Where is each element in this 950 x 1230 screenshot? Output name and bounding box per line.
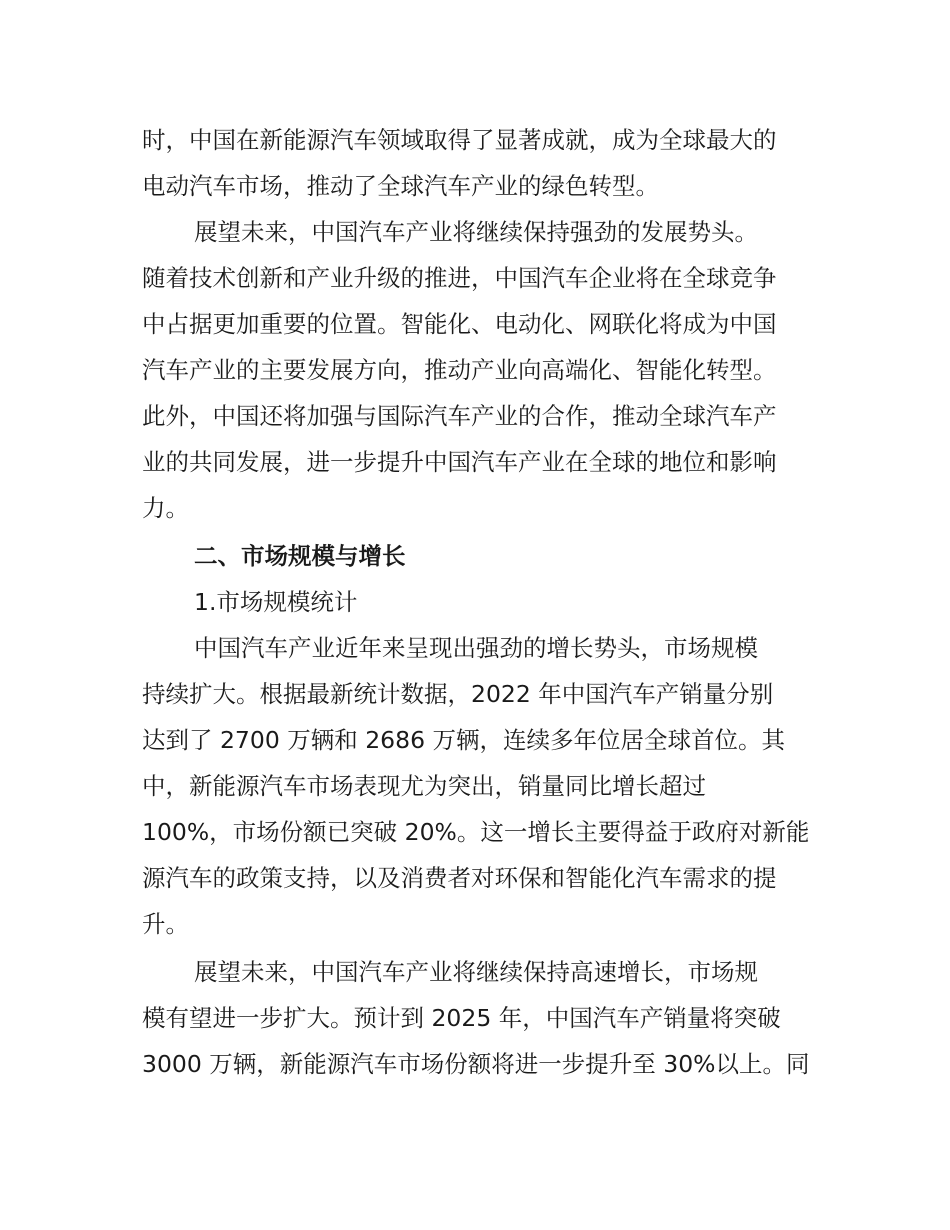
paragraph-line: 此外，中国还将加强与国际汽车产业的合作，推动全球汽车产	[142, 402, 777, 430]
section-heading: 二、市场规模与增长	[194, 542, 406, 570]
paragraph-line: 中，新能源汽车市场表现尤为突出，销量同比增长超过	[142, 772, 706, 800]
paragraph-line: 展望未来，中国汽车产业将继续保持高速增长，市场规	[194, 958, 758, 986]
paragraph-line: 源汽车的政策支持，以及消费者对环保和智能化汽车需求的提	[142, 864, 777, 892]
paragraph-line: 电动汽车市场，推动了全球汽车产业的绿色转型。	[142, 172, 659, 200]
paragraph-line: 3000 万辆，新能源汽车市场份额将进一步提升至 30%以上。同	[142, 1050, 810, 1078]
paragraph-line: 随着技术创新和产业升级的推进，中国汽车企业将在全球竞争	[142, 264, 777, 292]
subsection-heading: 1.市场规模统计	[194, 588, 358, 616]
paragraph-line: 展望未来，中国汽车产业将继续保持强劲的发展势头。	[194, 218, 758, 246]
paragraph-line: 汽车产业的主要发展方向，推动产业向高端化、智能化转型。	[142, 356, 777, 384]
paragraph-line: 模有望进一步扩大。预计到 2025 年，中国汽车产销量将突破	[142, 1004, 781, 1032]
paragraph-line: 业的共同发展，进一步提升中国汽车产业在全球的地位和影响	[142, 448, 777, 476]
paragraph-line: 100%，市场份额已突破 20%。这一增长主要得益于政府对新能	[142, 818, 810, 846]
paragraph-line: 中占据更加重要的位置。智能化、电动化、网联化将成为中国	[142, 310, 777, 338]
paragraph-line: 中国汽车产业近年来呈现出强劲的增长势头，市场规模	[194, 634, 758, 662]
paragraph-line: 达到了 2700 万辆和 2686 万辆，连续多年位居全球首位。其	[142, 726, 785, 754]
paragraph-line: 时，中国在新能源汽车领域取得了显著成就，成为全球最大的	[142, 126, 777, 154]
paragraph-line: 力。	[142, 494, 189, 522]
paragraph-line: 持续扩大。根据最新统计数据，2022 年中国汽车产销量分别	[142, 680, 774, 708]
paragraph-line: 升。	[142, 910, 189, 938]
